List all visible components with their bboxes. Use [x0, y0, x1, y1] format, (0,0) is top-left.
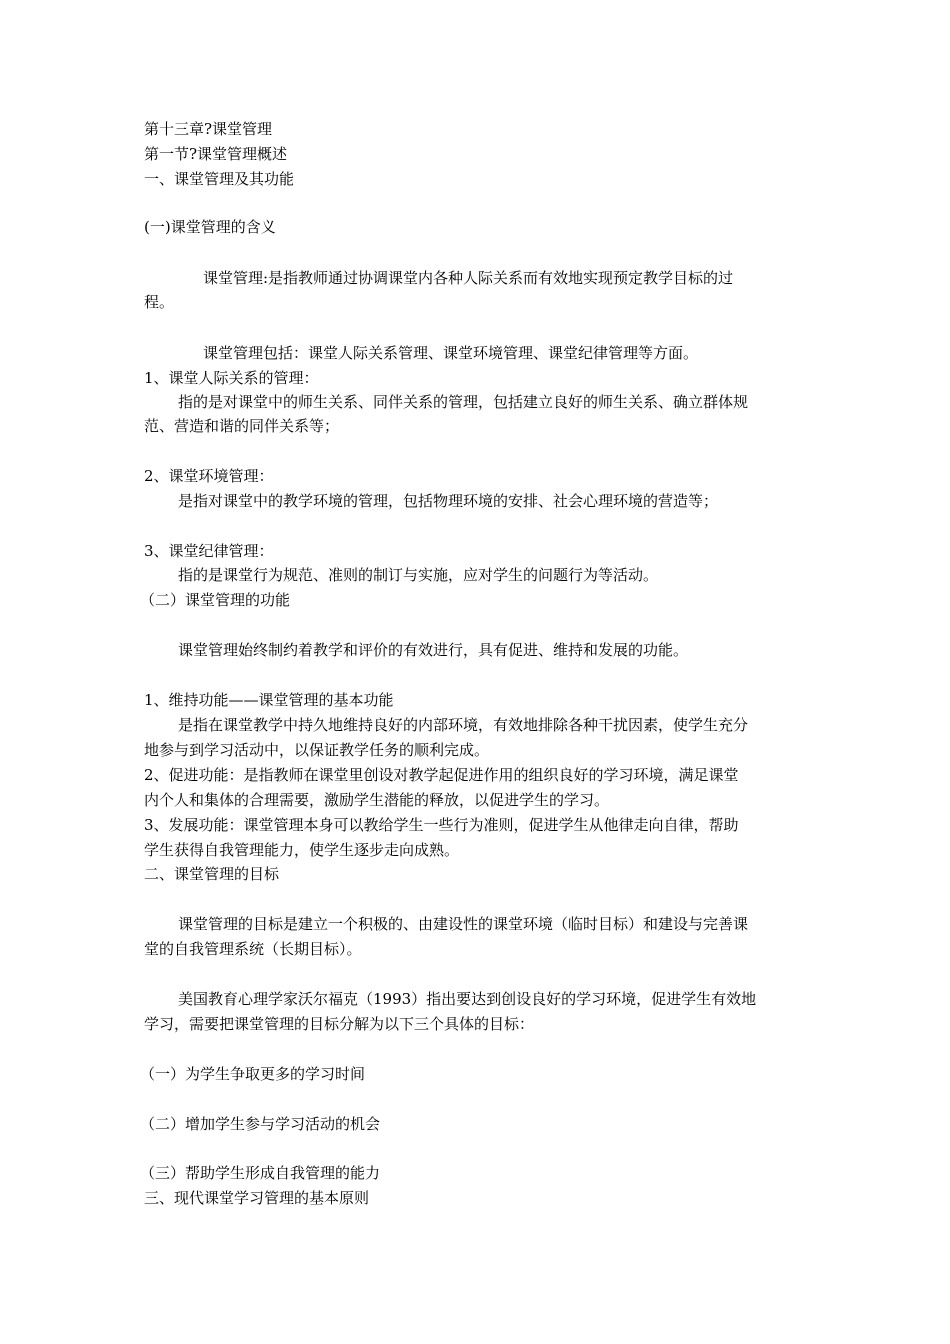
subheading-function: （二）课堂管理的功能 [140, 591, 291, 609]
goal-item-a: （一）为学生争取更多的学习时间 [140, 1065, 366, 1083]
function-3-line-1: 3、发展功能：课堂管理本身可以教给学生一些行为准则，促进学生从他律走向自律，帮助 [144, 816, 739, 834]
definition-line-2: 程。 [144, 293, 175, 311]
goal-item-b: （二）增加学生参与学习活动的机会 [140, 1115, 381, 1133]
definition-line-1: 课堂管理:是指教师通过协调课堂内各种人际关系而有效地实现预定教学目标的过 [203, 269, 734, 287]
item-1-line-2: 范、营造和谐的同伴关系等； [144, 417, 340, 435]
function-1-line-2: 地参与到学习活动中，以保证教学任务的顺利完成。 [144, 741, 490, 759]
woolfolk-line-1: 美国教育心理学家沃尔福克（1993）指出要达到创设良好的学习环境，促进学生有效地 [178, 990, 757, 1008]
item-2-body: 是指对课堂中的教学环境的管理，包括物理环境的安排、社会心理环境的营造等； [178, 492, 719, 510]
function-3-line-2: 学生获得自我管理能力，使学生逐步走向成熟。 [144, 841, 460, 859]
item-2-title: 2、课堂环境管理： [144, 467, 274, 485]
function-1-line-1: 是指在课堂教学中持久地维持良好的内部环境，有效地排除各种干扰因素，使学生充分 [178, 716, 749, 734]
function-2-line-2: 内个人和集体的合理需要，激励学生潜能的释放，以促进学生的学习。 [144, 791, 610, 809]
goal-line-2: 堂的自我管理系统（长期目标）。 [144, 940, 362, 958]
item-3-body: 指的是课堂行为规范、准则的制订与实施，应对学生的问题行为等活动。 [178, 566, 659, 584]
goal-item-c: （三）帮助学生形成自我管理的能力 [140, 1164, 381, 1182]
subheading-meaning: (一)课堂管理的含义 [144, 218, 276, 236]
item-3-title: 3、课堂纪律管理： [144, 542, 274, 560]
chapter-title: 第十三章?课堂管理 [144, 120, 273, 138]
heading-goal: 二、课堂管理的目标 [144, 865, 280, 883]
heading-principles: 三、现代课堂学习管理的基本原则 [144, 1189, 370, 1207]
goal-line-1: 课堂管理的目标是建立一个积极的、由建设性的课堂环境（临时目标）和建设与完善课 [178, 915, 749, 933]
item-1-line-1: 指的是对课堂中的师生关系、同伴关系的管理，包括建立良好的师生关系、确立群体规 [178, 393, 749, 411]
function-intro: 课堂管理始终制约着教学和评价的有效进行，具有促进、维持和发展的功能。 [178, 641, 689, 659]
includes-paragraph: 课堂管理包括：课堂人际关系管理、课堂环境管理、课堂纪律管理等方面。 [203, 344, 699, 362]
item-1-title: 1、课堂人际关系的管理： [144, 369, 319, 387]
function-2-line-1: 2、促进功能：是指教师在课堂里创设对教学起促进作用的组织良好的学习环境，满足课堂 [144, 766, 739, 784]
woolfolk-line-2: 学习，需要把课堂管理的目标分解为以下三个具体的目标： [144, 1015, 535, 1033]
function-1-title: 1、维持功能——课堂管理的基本功能 [144, 691, 394, 709]
section-title: 第一节?课堂管理概述 [144, 145, 288, 163]
heading-management-and-function: 一、课堂管理及其功能 [144, 170, 295, 188]
